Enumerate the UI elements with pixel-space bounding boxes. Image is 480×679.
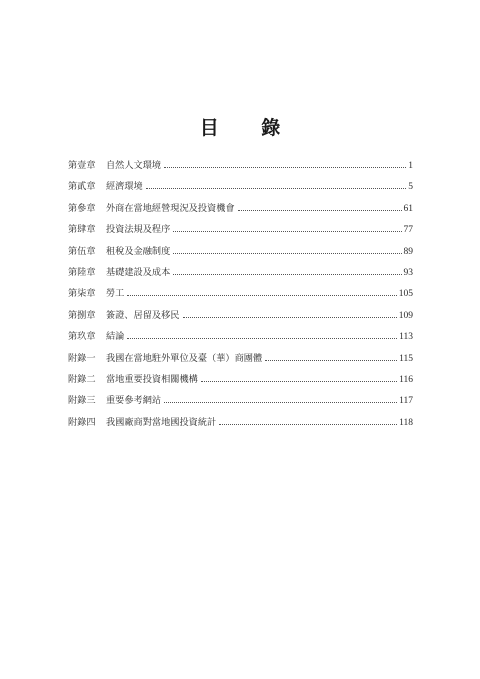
toc-chapter-number: 第柒章 (68, 288, 96, 300)
toc-chapter-title: 結論 (106, 331, 125, 343)
toc-chapter-number: 第陸章 (68, 266, 96, 278)
toc-chapter-number: 第參章 (68, 202, 96, 214)
toc-page-number: 113 (399, 332, 413, 343)
toc-chapter-number: 第玖章 (68, 331, 96, 343)
toc-chapter-number: 第貳章 (68, 181, 96, 193)
toc-chapter-number: 第捌章 (68, 309, 96, 321)
toc-page-number: 77 (403, 225, 413, 236)
toc-row[interactable] (68, 371, 413, 392)
toc-appendix-number: 附錄四 (68, 416, 96, 428)
toc-leader-dots (173, 230, 401, 232)
toc-appendix-title: 我國廠商對當地國投資統計 (106, 416, 217, 428)
toc-page-number: 118 (399, 417, 413, 428)
toc-appendix-number: 附錄二 (68, 373, 96, 385)
toc-page-number: 1 (408, 161, 413, 171)
toc-appendix-number: 附錄三 (68, 395, 96, 407)
toc-leader-dots (164, 401, 397, 403)
toc-row[interactable] (68, 178, 413, 199)
toc-appendix-number: 附錄一 (68, 352, 96, 364)
toc-appendix-title: 重要參考網站 (106, 395, 162, 407)
toc-leader-dots (146, 187, 407, 189)
toc-page-number: 117 (399, 396, 413, 407)
toc-row[interactable] (68, 200, 413, 221)
toc-row[interactable] (68, 414, 413, 435)
toc-leader-dots (173, 273, 401, 275)
toc-page-number: 115 (399, 353, 413, 364)
toc-leader-dots (265, 359, 397, 361)
toc-row[interactable] (68, 157, 413, 178)
toc-chapter-title: 外商在當地經營現況及投資機會 (106, 202, 235, 214)
toc-chapter-title: 投資法規及程序 (106, 224, 171, 236)
toc-row[interactable] (68, 328, 413, 349)
table-of-contents (68, 157, 413, 435)
toc-page-number: 93 (403, 267, 413, 278)
toc-row[interactable] (68, 221, 413, 242)
toc-page-number: 61 (403, 203, 413, 214)
toc-row[interactable] (68, 264, 413, 285)
toc-row[interactable] (68, 243, 413, 264)
toc-leader-dots (183, 316, 397, 318)
toc-chapter-title: 經濟環境 (106, 181, 143, 193)
toc-row[interactable] (68, 350, 413, 371)
toc-page-number: 5 (408, 182, 413, 193)
toc-chapter-number: 第肆章 (68, 224, 96, 236)
toc-leader-dots (164, 166, 406, 168)
page-title: 目 錄 (199, 117, 299, 139)
toc-leader-dots (238, 209, 402, 211)
toc-chapter-number: 第壹章 (68, 160, 96, 171)
toc-appendix-title: 當地重要投資相關機構 (106, 373, 198, 385)
toc-page-number: 105 (398, 289, 413, 300)
toc-chapter-title: 勞工 (106, 288, 125, 300)
toc-page-number: 109 (398, 310, 413, 321)
toc-chapter-title: 自然人文環境 (106, 160, 162, 171)
toc-leader-dots (219, 423, 397, 425)
toc-row[interactable] (68, 392, 413, 413)
toc-leader-dots (201, 380, 397, 382)
toc-leader-dots (173, 252, 401, 254)
toc-chapter-number: 第伍章 (68, 245, 96, 257)
toc-chapter-title: 基礎建設及成本 (106, 266, 171, 278)
toc-chapter-title: 租稅及金融制度 (106, 245, 171, 257)
toc-row[interactable] (68, 285, 413, 306)
toc-leader-dots (127, 294, 396, 296)
toc-row[interactable] (68, 307, 413, 328)
toc-page-number: 116 (399, 374, 413, 385)
toc-page-number: 89 (403, 246, 413, 257)
toc-chapter-title: 簽證、居留及移民 (106, 309, 180, 321)
toc-appendix-title: 我國在當地駐外單位及臺（華）商團體 (106, 352, 263, 364)
toc-leader-dots (127, 337, 397, 339)
